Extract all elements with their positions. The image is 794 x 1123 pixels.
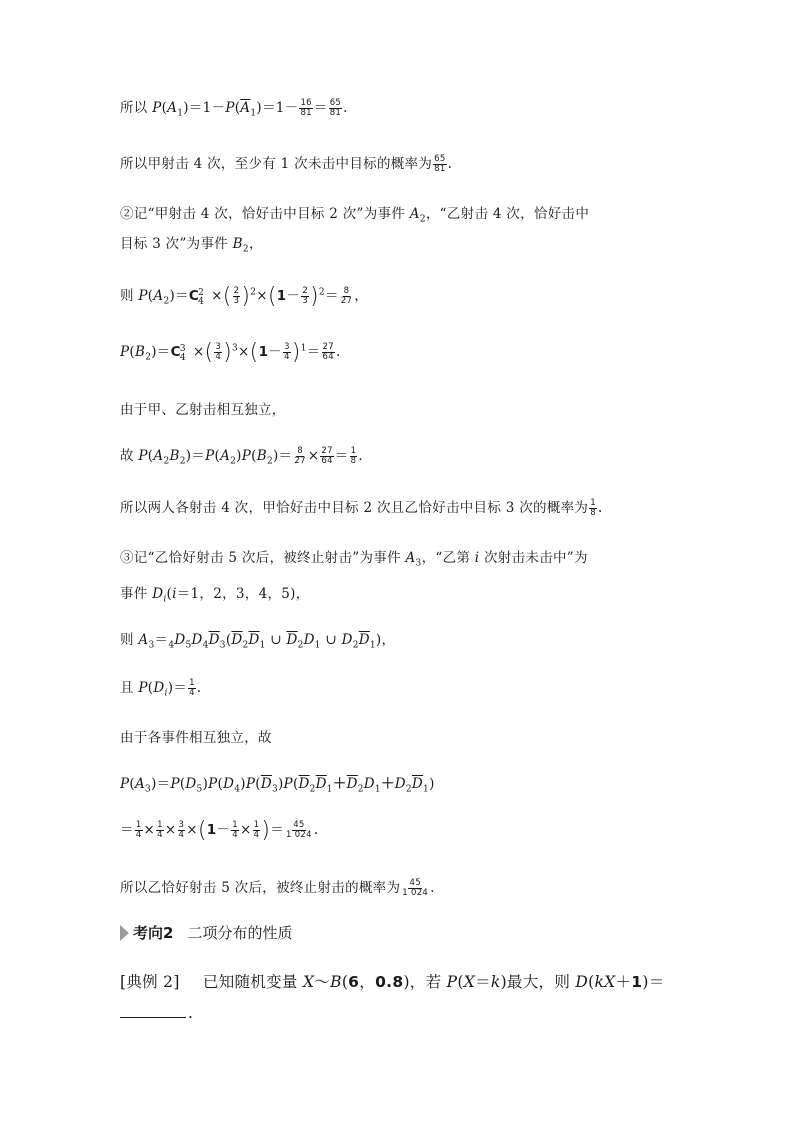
solution-line-14: 由于各事件相互独立，故 bbox=[120, 730, 272, 746]
solution-line-7: 由于甲、乙射击相互独立， bbox=[120, 402, 286, 418]
solution-line-8: 故 $P(A_2B_2)=P(A_2)P(B_2)=$ $\frac{8}{27}$ × $\frac{27}{64}$ ＝ $\frac{1}{8}$ . bbox=[120, 446, 363, 467]
solution-line-10: ③记“乙恰好射击 5 次后，被终止射击”为事件 $A_3$，“乙第 i 次射击未击中”为 bbox=[120, 550, 588, 569]
triangle-marker-icon bbox=[120, 925, 129, 941]
heading-title: 二项分布的性质 bbox=[187, 924, 293, 942]
heading-key: 考向2 bbox=[133, 924, 174, 942]
solution-line-11: 事件 $D_i(i=1$，2，3，4，5)， bbox=[120, 586, 310, 605]
solution-line-9: 所以两人各射击 4 次，甲恰好击中目标 2 次且乙恰好击中目标 3 次的概率为 $\frac{1}{8}$ . bbox=[120, 498, 603, 518]
example-label: [典例 2] bbox=[120, 973, 180, 991]
solution-line-13: 且 $P(D_i)=$ $\frac{1}{4}$ . bbox=[120, 678, 202, 699]
solution-line-4: 目标 3 次”为事件 $B_2$， bbox=[120, 236, 263, 255]
solution-line-3: ②记“甲射击 4 次，恰好击中目标 2 次”为事件 $A_2$，“乙射击 4 次，恰好击中 bbox=[120, 206, 590, 225]
solution-line-6: $P(B_2)=C^3_4$ ×( $\frac{3}{4}$ )$^3$×(1－ $\frac{3}{4}$ )$^1$＝ $\frac{27}{64}$ . bbox=[120, 340, 341, 365]
solution-line-15: $P(A_3)=P(D_5)P(D_4)P(\overline{D}_3)P(\overline{D}_2\overline{D}_1+\overline{D}_2D_1+D_2\overline{D}_1)$ bbox=[120, 776, 435, 795]
solution-line-5: 则 $P(A_2)=C^2_4$ ×( $\frac{2}{3}$ )$^2$×(1－ $\frac{2}{3}$ )$^2$＝ $\frac{8}{27}$ ， bbox=[120, 284, 368, 309]
answer-blank-line: . bbox=[120, 1004, 193, 1022]
section-heading bbox=[120, 922, 292, 943]
solution-line-12: 则 $A_3=_4D_5D_4\overline{D}_3(\overline{D}_2\overline{D}_1$ ∪ $\overline{D}_2D_1$ ∪ $D_2\overline{D}_1$)， bbox=[120, 632, 396, 651]
example-question: [典例 2] 已知随机变量 X～B(6，0.8)，若 P(X＝k)最大，则 D(kX＋1)＝ bbox=[120, 973, 665, 991]
solution-line-2: 所以甲射击 4 次，至少有 1 次未击中目标的概率为 $\frac{65}{81}$ . bbox=[120, 154, 453, 174]
solution-line-1: 所以 $P(A_1)=1-P(\overline{A}_1)=1-$ $\frac{16}{81}$ ＝ $\frac{65}{81}$ . bbox=[120, 98, 348, 119]
answer-blank[interactable] bbox=[120, 1017, 186, 1018]
solution-line-17: 所以乙恰好射击 5 次后，被终止射击的概率为 $\frac{45}{1 024}$ . bbox=[120, 878, 435, 898]
solution-line-16: ＝ $\frac{1}{4}$ × $\frac{1}{4}$ × $\frac{3}{4}$ ×(1－ $\frac{1}{4}$ × $\frac{1}{4}$ )＝ $\frac{45}{1 024}$ . bbox=[120, 818, 319, 843]
